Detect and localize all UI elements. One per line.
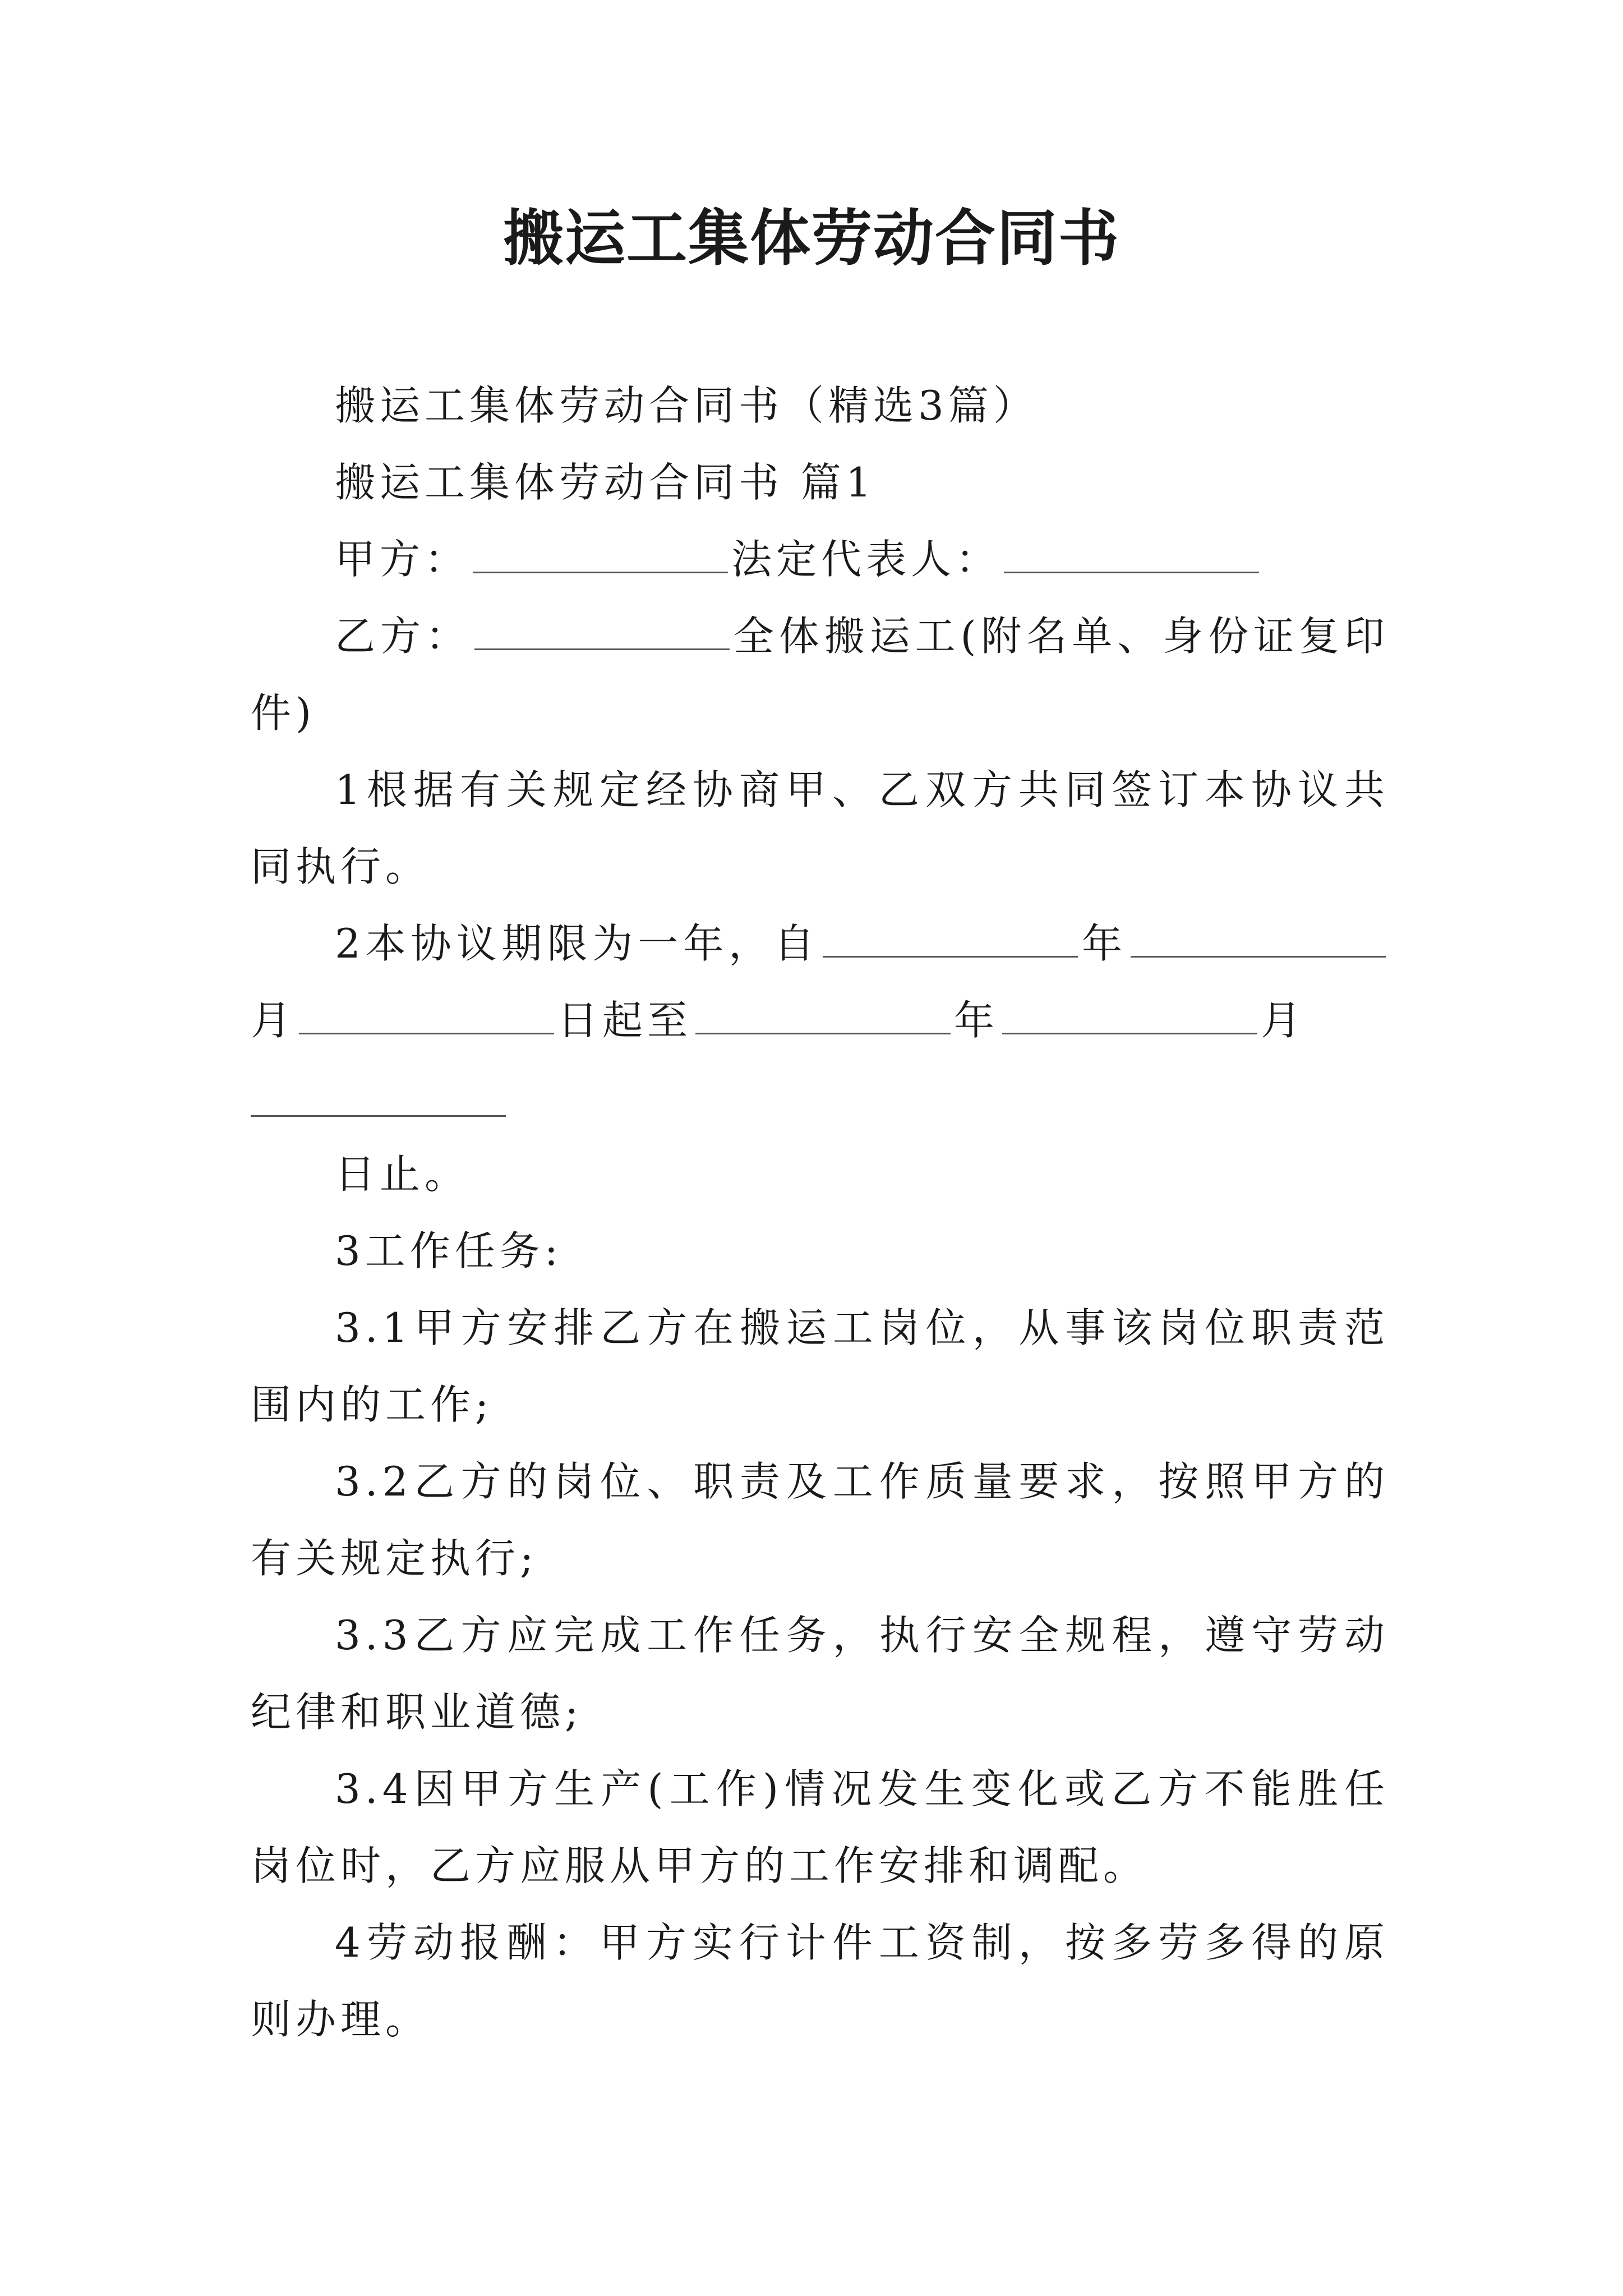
party-b-label: 乙方： — [335, 613, 471, 660]
paragraph-clause-3-3: 3.3乙方应完成工作任务，执行安全规程，遵守劳动纪律和职业道德; — [251, 1612, 1389, 1736]
month-label-2: 月 — [1261, 997, 1306, 1044]
start-year-blank — [823, 922, 1078, 958]
start-day-blank — [299, 999, 554, 1034]
year-label-2: 年 — [954, 997, 999, 1044]
paragraph-clause-3: 3工作任务: — [335, 1227, 563, 1274]
paragraph-clause-2 — [251, 905, 1389, 1059]
start-month-blank — [1131, 922, 1386, 958]
paragraph-clause-4: 4劳动报酬：甲方实行计件工资制，按多劳多得的原则办理。 — [251, 1919, 1389, 2043]
end-year-blank — [695, 999, 951, 1034]
term-text: 2本协议期限为一年，自 — [335, 920, 820, 967]
paragraph-subtitle: 搬运工集体劳动合同书（精选3篇） — [335, 382, 1038, 429]
end-day-line — [251, 1059, 1389, 1136]
month-label-1: 月 — [251, 997, 296, 1044]
paragraph-clause-1: 1根据有关规定经协商甲、乙双方共同签订本协议共同执行。 — [251, 766, 1389, 890]
day-until-label: 日起至 — [557, 997, 693, 1044]
end-month-blank — [1002, 999, 1257, 1034]
document-title: 搬运工集体劳动合同书 — [502, 203, 1120, 274]
year-label-1: 年 — [1081, 920, 1127, 967]
legal-rep-blank — [1004, 538, 1259, 573]
legal-rep-label: 法定代表人： — [731, 536, 1001, 583]
party-a-blank — [473, 538, 728, 573]
paragraph-term-end: 日止。 — [335, 1151, 470, 1198]
paragraph-party-a — [251, 521, 1389, 598]
document-body — [251, 367, 1389, 2058]
paragraph-party-b — [251, 598, 1389, 752]
paragraph-clause-3-1: 3.1甲方安排乙方在搬运工岗位，从事该岗位职责范围内的工作; — [251, 1304, 1389, 1428]
paragraph-clause-3-4: 3.4因甲方生产(工作)情况发生变化或乙方不能胜任岗位时，乙方应服从甲方的工作安排和调配。 — [251, 1765, 1389, 1889]
end-day-blank — [251, 1082, 506, 1117]
party-b-desc: 全体搬运工(附名单、身份证复印件) — [251, 613, 1389, 737]
party-a-label: 甲方： — [335, 536, 470, 583]
paragraph-clause-3-2: 3.2乙方的岗位、职责及工作质量要求，按照甲方的有关规定执行; — [251, 1458, 1389, 1582]
party-b-blank — [474, 615, 730, 650]
paragraph-part-heading: 搬运工集体劳动合同书 篇1 — [335, 459, 876, 506]
